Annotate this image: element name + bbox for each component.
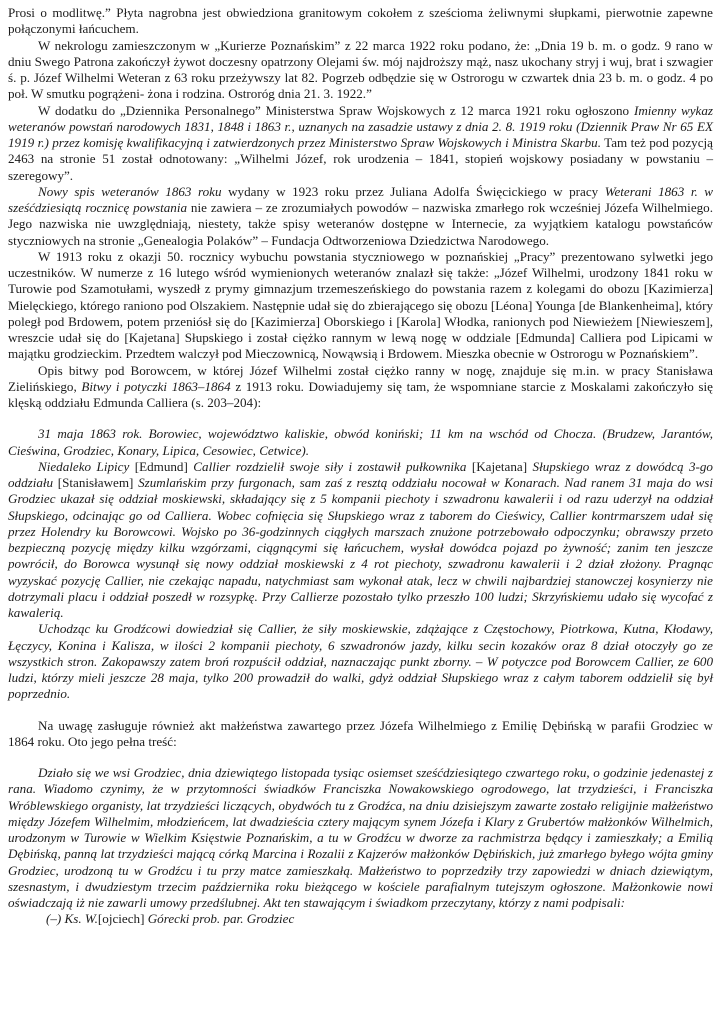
paragraph — [8, 363, 713, 412]
block-quote-paragraph — [8, 765, 713, 911]
text-run: Prosi o modlitwę.” Płyta nagrobna jest obwiedziona granitowym cokołem z sześcioma żeliwnymi słupkami, pierwotnie zapewne połączonymi łańcuchem. — [8, 5, 713, 37]
text-run: W 1913 roku z okazji 50. rocznicy wybuchu powstania styczniowego w poznańskiej „Pracy” prezentowano sylwetki jego uczestników. W numerze z 16 lutego wśród wymienionych weteranów znalazł się także: „Józef Wilhelmi, urodzony 1841 roku w Turowie pod Szamotułami, wyszedł z prymy gimnazjum trzemeszeńskiego do powstania razem z kolegami do obozu [Kazimierza] Mielęckiego, którego raniono pod Olszakiem. Następnie udał się do zbierającego się obozu [Léona] Younga [de Blankenheima], który poległ pod Brdowem, potem przeniósł się do [Kazimierza] Oborskiego i [Karola] Włodka, ranionych pod Niewieżem [Niewieszem], wreszcie udał się do [Kajetana] Słupskiego i został ciężko rannym w lewą nogę w oddziale [Edmunda] Calliera pod Lipicami w majątku grodzieckim. Przedtem walczył pod Mieczownicą, Nowąwsią i Brdowem. Mieszka obecnie w Ostrorogu w Poznańskiem”. — [8, 248, 713, 362]
text-run: [Kajetana] — [471, 458, 528, 474]
text-run: Szumlańskim przy furgonach, sam zaś z resztą oddziału nocował w Konarach. Nad ranem 31 maja do wsi Grodziec ukazał się oddział moskiewski, składający się z 5 kompanii piechoty i szwadronu kawalerii i od razu uderzył na oddział Słupskiego, odcinając go od Calliera. Wobec cofnięcia się Słupskiego wraz z taborem do Cieświcy, Callier kontrmarszem udał się przez Holendry ku Borowcowi. Wojsko po 36-godzinnych ciągłych marszach znużone potrzebowało odpoczynku; obrawszy przeto bezpieczną pozycję między kilku wzgórzami, ciągnącymi się łańcuchem, wysłał dowódca pojazd po żywność; zanim ten jeszcze powrócił, do Borowca wysunął się nowy oddział moskiewski z 4 rot piechoty, szwadronu kawalerii i 2 dział złożony. Pragnąc wyzyskać pozycję Callier, nie czekając napadu, natychmiast sam wykonał atak, lecz w chwili najbardziej stanowczej kosynierzy nie dotrzymali placu i oddział poszedł w rozsypkę. Przy Callierze pozostało tylko przeszło 100 ludzi; Skrzyńskiemu udało się wycofać z kawalerią. — [8, 475, 713, 620]
text-run: Weterani 1863 r. w sześćdziesiątą rocznicę powstania — [8, 183, 714, 215]
text-run: Callier rozdzielił swoje siły i zostawił pułkownika — [187, 458, 472, 474]
text-run: Tam też pod pozycją 2463 na stronie 51 został odnotowany: „Wilhelmi Józef, rok urodzenia – 1841, stopień wojskowy posiadany w powstaniu – szeregowy”. — [8, 135, 713, 183]
paragraph — [8, 184, 713, 249]
paragraph — [8, 249, 713, 363]
text-run: 31 maja 1863 rok. Borowiec, województwo kaliskie, obwód koniński; 11 km na wschód od Chocza. (Brudzew, Jarantów, Cieświna, Grodziec, Konary, Lipica, Cesowiec, Cetwice). — [8, 426, 713, 458]
paragraph — [8, 103, 713, 184]
paragraph — [8, 38, 713, 103]
text-run: Słupskiego wraz z dowódcą 3-go oddziału — [8, 458, 713, 490]
text-run: Opis bitwy pod Borowcem, w której Józef Wilhelmi został ciężko ranny w nogę, znajduje się m.in. w pracy Stanisława Zielińskiego, — [8, 362, 713, 394]
text-run: Górecki prob. par. Grodziec — [144, 911, 295, 927]
text-run: wydany w 1923 roku przez Juliana Adolfa Święcickiego w pracy — [221, 183, 605, 199]
text-run: z 1913 roku. Dowiadujemy się tam, że wspomniane starcie z Moskalami zakończyło się klęską oddziału Edmunda Calliera (s. 203–204): — [8, 378, 713, 410]
block-quote-paragraph — [8, 621, 713, 702]
text-run: nie zawiera – ze zrozumiałych powodów – nazwiska zmarłego rok wcześniej Józefa Wilhelmiego. Jego nazwiska nie uwzględniają, niestety, także spisy weteranów dostępne w Internecie, za wyjątkiem katalogu powstańców styczniowych na stronie „Genealogia Polaków” – Fundacja Odtworzeniowa Dziedzictwa Narodowego. — [8, 200, 713, 248]
text-run: [ojciech] — [97, 911, 145, 927]
text-run: W dodatku do „Dziennika Personalnego” Ministerstwa Spraw Wojskowych z 12 marca 1921 roku ogłoszono — [38, 102, 634, 118]
text-run: [Stanisławem] — [57, 475, 134, 490]
signature-line — [8, 911, 713, 927]
text-run: Na uwagę zasługuje również akt małżeństwa zawartego przez Józefa Wilhelmiego z Emilię Dębińską w parafii Grodziec w 1864 roku. Oto jego pełna treść: — [8, 717, 713, 749]
block-quote-paragraph — [8, 459, 713, 622]
text-run: Bitwy i potyczki 1863–1864 — [81, 378, 231, 394]
text-run: Działo się we wsi Grodziec, dnia dziewiątego listopada tysiąc osiemset sześćdziesiątego czwartego roku, o godzinie jedenastej z rana. Wiadomo czynimy, że w przytomności świadków Franciszka Nowakowskiego ogrodowego, lat trzydzieści, i Franciszka Wróblewskiego organisty, lat trzydzieści liczących, obydwóch tu z Grodźca, na dniu dzisiejszym zawarte zostało religijnie małżeństwo między Józefem Wilhelmim, młodzieńcem, lat dwadzieścia cztery mającym synem Józefa i Klary z Grubertów małżonków Wilhelmich, urodzonym w Turowie w Wielkim Księstwie Poznańskim, a tu w Grodźcu w dworze za rachmistrza będący i zamieszkały; a Emilią Dębińską, panną lat trzydzieści mającą córką Marcina i Rozalii z Kajzerów małżonków Dębińskich, już zmarłego byłego wójta gminy Grodziec, urodzoną tu w Grodźcu i tu przy matce zamieszkałą. Małżeństwo to poprzedziły trzy zapowiedzi w dniach dziewiątym, szesnastym, i dwudziestym trzecim października roku bieżącego w kościele parafialnym tutejszym ogłoszone. Małżonkowie nowi oświadczają iż nie zawarli umowy przedślubnej. Akt ten stawającym i świadkom przeczytany, którzy z nami podpisali: — [8, 765, 713, 910]
text-run: (–) Ks. W. — [46, 911, 98, 927]
text-run: Niedaleko Lipicy — [38, 458, 135, 474]
block-quote-paragraph — [8, 426, 713, 459]
text-run: Uchodząc ku Grodźcowi dowiedział się Callier, że siły moskiewskie, zdążające z Częstochowy, Piotrkowa, Kutna, Kłodawy, Łęczycy, Konina i Kalisza, w ilości 2 kompanii piechoty, 6 szwadronów jazdy, kilku secin kozaków oraz 8 dział otoczyły go ze wszystkich stron. Zakopawszy zatem broń rozpuścił oddział, naznaczając punkt zborny. – W potyczce pod Borowcem Callier, ze 600 ludzi, którzy mieli jeszcze 28 maja, tylko 200 prowadził do walki, gdyż oddział Słupskiego wraz z całym taborem oddzielił się był poprzednio. — [8, 621, 713, 702]
text-run: W nekrologu zamieszczonym w „Kurierze Poznańskim” z 22 marca 1922 roku podano, że: „Dnia 19 b. m. o godz. 9 rano w dniu Swego Patrona zakończył żywot doczesny opatrzony Olejami św. mój najdroższy mąż, nasz ukochany stryj i wuj, brat i szwagier ś. p. Józef Wilhelmi Weteran z 63 roku przeżywszy lat 82. Pogrzeb odbędzie się w Ostrorogu w czwartek dnia 23 b. m. o godz. 4 po poł. W smutku pogrążeni- żona i rodzina. Ostroróg dnia 21. 3. 1922.” — [8, 37, 713, 102]
paragraph — [8, 5, 713, 38]
text-run: [Edmund] — [134, 458, 188, 474]
text-run: Nowy spis weteranów 1863 roku — [38, 183, 222, 199]
text-run: Imienny wykaz weteranów powstań narodowych 1831, 1848 i 1863 r., uznanych na zasadzie ustawy z dnia 2. 8. 1919 roku (Dziennik Praw Nr 65 EX 1919 r.) przez komisję kwalifikacyjną i zatwierdzonych przez Ministerstwo Spraw Wojskowych i Ministra Skarbu. — [8, 102, 713, 150]
paragraph — [8, 718, 713, 751]
